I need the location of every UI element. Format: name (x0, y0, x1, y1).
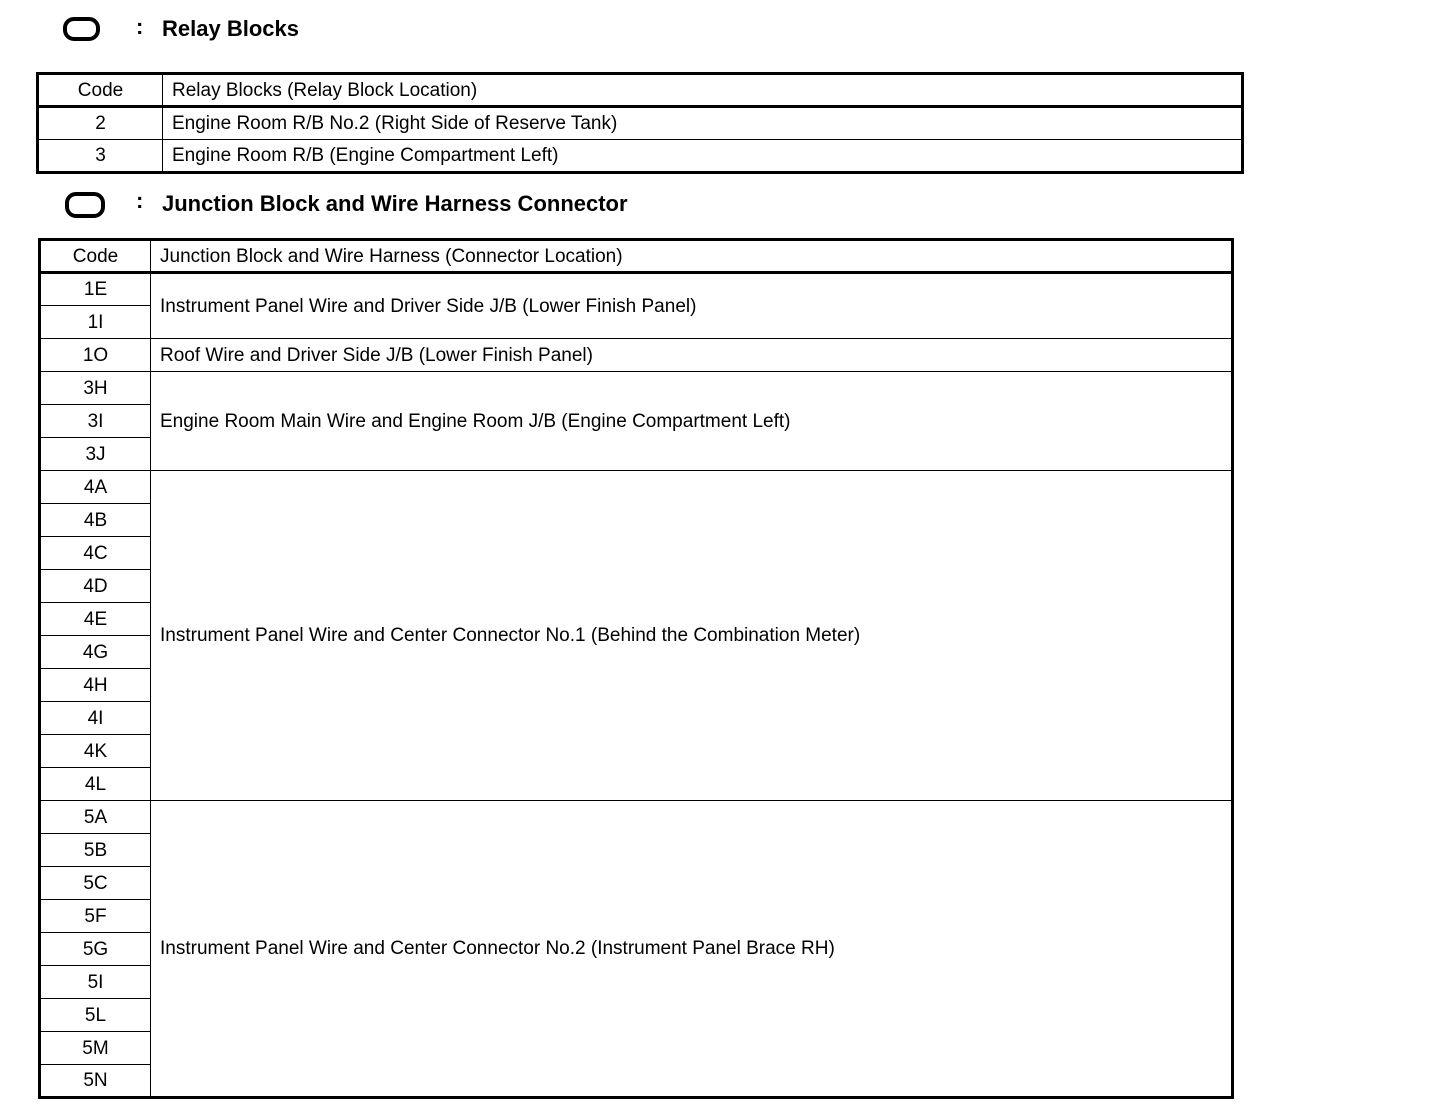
connector-code-cell: 4H (40, 669, 151, 702)
relay-blocks-table (36, 72, 1244, 174)
connector-code-cell: 4L (40, 768, 151, 801)
connector-code-cell: 5I (40, 966, 151, 999)
connector-description-cell: Engine Room Main Wire and Engine Room J/B (Engine Compartment Left) (151, 372, 1233, 471)
table-header-row (38, 74, 1243, 107)
connector-description-cell: Instrument Panel Wire and Center Connector No.1 (Behind the Combination Meter) (151, 471, 1233, 801)
connector-code-cell: 4I (40, 702, 151, 735)
connector-code-cell: 3I (40, 405, 151, 438)
connector-code-cell: 1I (40, 306, 151, 339)
junction-heading-colon: : (136, 188, 144, 213)
location-column-header: Relay Blocks (Relay Block Location) (163, 74, 1243, 107)
relay-heading-title: Relay Blocks (162, 16, 299, 41)
connector-code-cell: 5C (40, 867, 151, 900)
relay-description-cell: Engine Room R/B No.2 (Right Side of Reserve Tank) (163, 107, 1243, 140)
table-row (40, 339, 1233, 372)
connector-code-cell: 1E (40, 273, 151, 306)
table-row (40, 273, 1233, 306)
connector-code-cell: 4A (40, 471, 151, 504)
table-row (40, 372, 1233, 405)
connector-code-cell: 4E (40, 603, 151, 636)
junction-block-table (38, 238, 1234, 1099)
connector-code-cell: 5F (40, 900, 151, 933)
connector-code-cell: 4D (40, 570, 151, 603)
relay-code-cell: 3 (38, 140, 163, 173)
connector-code-cell: 1O (40, 339, 151, 372)
connector-code-cell: 4K (40, 735, 151, 768)
connector-code-cell: 5B (40, 834, 151, 867)
connector-code-cell: 4B (40, 504, 151, 537)
table-row (38, 107, 1243, 140)
connector-code-cell: 4G (40, 636, 151, 669)
connector-code-cell: 5G (40, 933, 151, 966)
relay-heading-colon: : (136, 14, 144, 39)
relay-block-symbol-icon (63, 17, 100, 41)
connector-code-cell: 5M (40, 1032, 151, 1065)
junction-heading-title: Junction Block and Wire Harness Connector (162, 191, 628, 216)
connector-code-cell: 5N (40, 1065, 151, 1098)
connector-description-cell: Instrument Panel Wire and Center Connector No.2 (Instrument Panel Brace RH) (151, 801, 1233, 1098)
table-row (40, 801, 1233, 834)
location-column-header: Junction Block and Wire Harness (Connector Location) (151, 240, 1233, 273)
connector-code-cell: 3J (40, 438, 151, 471)
code-column-header: Code (38, 74, 163, 107)
connector-description-cell: Roof Wire and Driver Side J/B (Lower Finish Panel) (151, 339, 1233, 372)
connector-code-cell: 5A (40, 801, 151, 834)
table-row (38, 140, 1243, 173)
connector-code-cell: 5L (40, 999, 151, 1032)
connector-code-cell: 3H (40, 372, 151, 405)
relay-code-cell: 2 (38, 107, 163, 140)
table-row (40, 471, 1233, 504)
connector-code-cell: 4C (40, 537, 151, 570)
relay-description-cell: Engine Room R/B (Engine Compartment Left) (163, 140, 1243, 173)
junction-block-symbol-icon (65, 192, 105, 218)
connector-description-cell: Instrument Panel Wire and Driver Side J/B (Lower Finish Panel) (151, 273, 1233, 339)
table-header-row (40, 240, 1233, 273)
code-column-header: Code (40, 240, 151, 273)
